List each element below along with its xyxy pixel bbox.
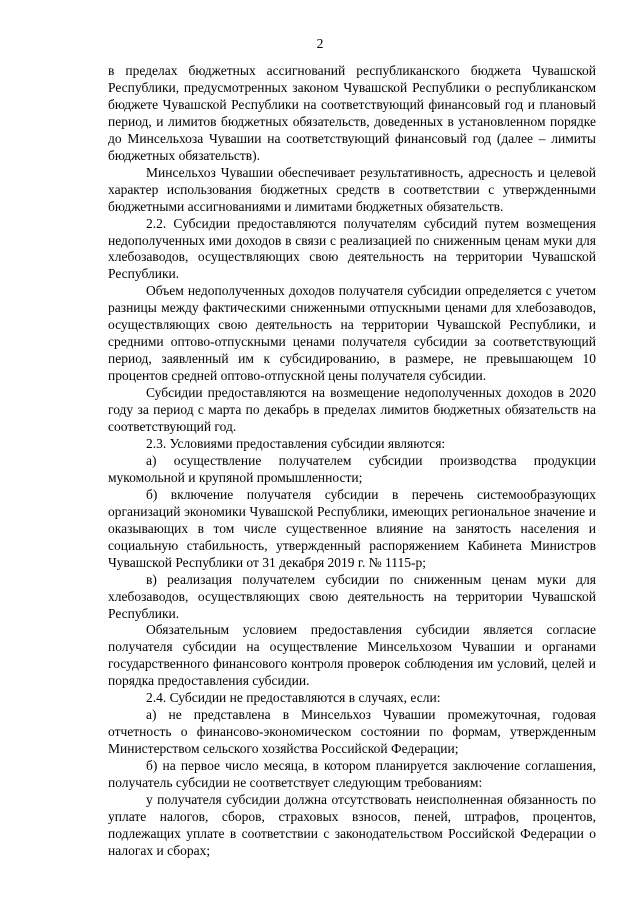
paragraph: в пределах бюджетных ассигнований республиканского бюджета Чувашской Республики, предусмотренных законом Чувашской Республики о республиканском бюджете Чувашской Республики на соответствующий финансовый год и плановый период, и лимитов бюджетных обязательств, доведенных в установленном порядке до Минсельхоза Чувашии на соответствующий финансовый год (далее – лимиты бюджетных обязательств). [108,63,596,163]
document-body [108,63,596,860]
paragraph: Минсельхоз Чувашии обеспечивает результативность, адресность и целевой характер использования бюджетных средств в соответствии с утвержденными бюджетными ассигнованиями и лимитами бюджетных обязательств. [108,164,596,214]
paragraph: Объем недополученных доходов получателя субсидии определяется с учетом разницы между фактическими сниженными отпускными ценами для хлебозаводов, осуществляющих свою деятельность на территории Чувашской Республики, и средними оптово-отпускными ценами получателя субсидии за соответствующий период, заявленный им к субсидированию, в размере, не превышающем 10 процентов средней оптово-отпускной цены получателя субсидии. [108,283,596,384]
paragraph-section-2-3: 2.3. Условиями предоставления субсидии являются: [146,435,446,451]
paragraph-section-2-4: 2.4. Субсидии не предоставляются в случаях, если: [146,690,441,706]
paragraph-section-2-2: 2.2. Субсидии предоставляются получателям субсидий путем возмещения недополученных ими доходов в связи с реализацией по сниженным ценам муки для хлебозаводов, осуществляющих свою деятельность на территории Чувашской Республики. [108,215,596,282]
paragraph: Обязательным условием предоставления субсидии является согласие получателя субсидии на осуществление Минсельхозом Чувашии и органами государственного финансового контроля проверок соблюдения им условий, целей и порядка предоставления субсидии. [108,622,596,689]
list-item-a: а) осуществление получателем субсидии производства продукции мукомольной и крупяной промышленности; [108,452,596,485]
paragraph: у получателя субсидии должна отсутствовать неисполненная обязанность по уплате налогов, сборов, страховых взносов, пеней, штрафов, процентов, подлежащих уплате в соответствии с законодательством Российской Федерации о налогах и сборах; [108,791,596,858]
page-number: 2 [316,36,324,51]
list-item-b: б) на первое число месяца, в котором планируется заключение соглашения, получатель субсидии не соответствует следующим требованиям: [108,758,596,791]
list-item-b: б) включение получателя субсидии в перечень системообразующих организаций экономики Чувашской Республики, имеющих региональное значение и оказывающих в том числе существенное влияние на занятость населения и социальную стабильность, утвержденный распоряжением Кабинета Министров Чувашской Республики от 31 декабря 2019 г. № 1115-р; [108,486,596,570]
list-item-a: а) не представлена в Минсельхоз Чувашии промежуточная, годовая отчетность о финансово-экономическом состоянии по формам, утвержденным Министерством сельского хозяйства Российской Федерации; [108,707,596,757]
paragraph: Субсидии предоставляются на возмещение недополученных доходов в 2020 году за период с марта по декабрь в пределах лимитов бюджетных обязательств на соответствующий год. [108,385,596,435]
list-item-c: в) реализация получателем субсидии по сниженным ценам муки для хлебозаводов, осуществляющих свою деятельность на территории Чувашской Республики. [108,571,596,621]
